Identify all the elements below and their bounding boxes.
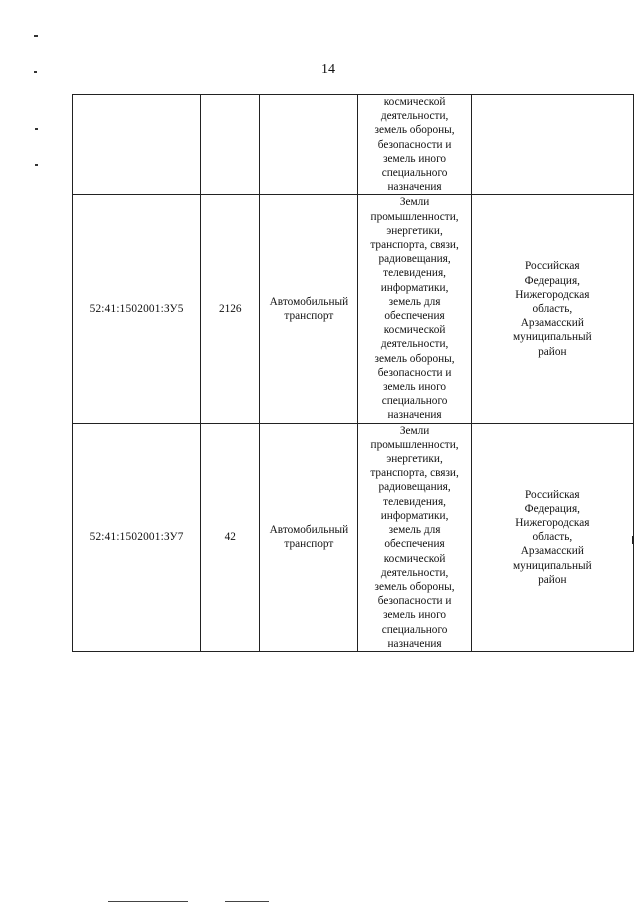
text-line: информатики,	[380, 281, 449, 294]
text-line: земель для	[388, 524, 441, 537]
text-line: Нижегородская	[515, 516, 590, 529]
text-line: транспорт	[284, 538, 334, 551]
text-line: безопасности и	[377, 366, 452, 379]
cell-area: 2126	[201, 195, 260, 423]
text-line: промышленности,	[370, 438, 459, 451]
text-line: земель обороны,	[374, 124, 455, 137]
text-line: транспорта, связи,	[370, 239, 459, 252]
text-line: земель иного	[383, 609, 447, 622]
page-number: 14	[321, 62, 335, 77]
cell-land-category	[358, 195, 471, 423]
text-line: безопасности и	[377, 138, 452, 151]
text-line: назначения	[387, 409, 442, 422]
text-line: обеспечения	[384, 310, 445, 323]
text-line: энергетики,	[386, 453, 443, 466]
text-line: обеспечения	[384, 538, 445, 551]
cell-owner	[471, 423, 633, 651]
text-line: информатики,	[380, 509, 449, 522]
text-line: энергетики,	[386, 224, 443, 237]
table-row	[73, 195, 634, 423]
text-line: деятельности,	[380, 338, 449, 351]
text-line: деятельности,	[380, 110, 449, 123]
text-line: земель для	[388, 295, 441, 308]
scan-speck	[35, 128, 38, 130]
text-line: Российская	[525, 260, 580, 273]
text-line: Земли	[399, 196, 430, 209]
text-line: космической	[383, 324, 446, 337]
text-line: космической	[383, 552, 446, 565]
text-line: Арзамасский	[520, 545, 584, 558]
cell-land-category	[358, 423, 471, 651]
text-line: земель иного	[383, 381, 447, 394]
text-line: деятельности,	[380, 566, 449, 579]
text-line: область,	[532, 302, 573, 315]
text-line: транспорта, связи,	[370, 467, 459, 480]
text-line: промышленности,	[370, 210, 459, 223]
text-line: назначения	[387, 637, 442, 650]
cell-area: 42	[201, 423, 260, 651]
text-line: муниципальный	[513, 559, 592, 572]
land-plots-table	[72, 94, 634, 652]
cell-owner	[471, 195, 633, 423]
text-line: специального	[381, 395, 448, 408]
text-line: транспорт	[284, 310, 334, 323]
scan-bottom-line	[225, 901, 269, 902]
text-line: телевидения,	[383, 267, 446, 280]
cell-land-category	[358, 95, 471, 195]
text-line: район	[538, 573, 567, 586]
text-line: земель иного	[383, 152, 447, 165]
text-line: Автомобильный	[269, 524, 349, 537]
cell-cadastral-number: 52:41:1502001:ЗУ7	[73, 423, 201, 651]
cell-owner	[471, 95, 633, 195]
cell-use-type	[260, 95, 358, 195]
cell-cadastral-number	[73, 95, 201, 195]
cell-cadastral-number: 52:41:1502001:ЗУ5	[73, 195, 201, 423]
text-line: космической	[383, 96, 446, 108]
scan-speck	[35, 164, 38, 166]
text-line: земель обороны,	[374, 580, 455, 593]
text-line: муниципальный	[513, 331, 592, 344]
cell-use-type	[260, 423, 358, 651]
table-row-continuation	[73, 95, 634, 195]
table-row	[73, 423, 634, 651]
text-line: Арзамасский	[520, 317, 584, 330]
cell-use-type	[260, 195, 358, 423]
text-line: Федерация,	[524, 274, 580, 287]
text-line: радиовещания,	[378, 253, 451, 266]
text-line: назначения	[387, 181, 442, 194]
scan-speck	[34, 35, 38, 37]
text-line: Федерация,	[524, 502, 580, 515]
text-line: Земли	[399, 424, 430, 437]
text-line: область,	[532, 531, 573, 544]
cell-area	[201, 95, 260, 195]
text-line: Нижегородская	[515, 288, 590, 301]
text-line: Российская	[525, 488, 580, 501]
text-line: радиовещания,	[378, 481, 451, 494]
text-line: безопасности и	[377, 595, 452, 608]
text-line: район	[538, 345, 567, 358]
scan-bottom-line	[108, 901, 188, 902]
text-line: телевидения,	[383, 495, 446, 508]
text-line: специального	[381, 623, 448, 636]
text-line: Автомобильный	[269, 295, 349, 308]
text-line: земель обороны,	[374, 352, 455, 365]
text-line: специального	[381, 167, 448, 180]
